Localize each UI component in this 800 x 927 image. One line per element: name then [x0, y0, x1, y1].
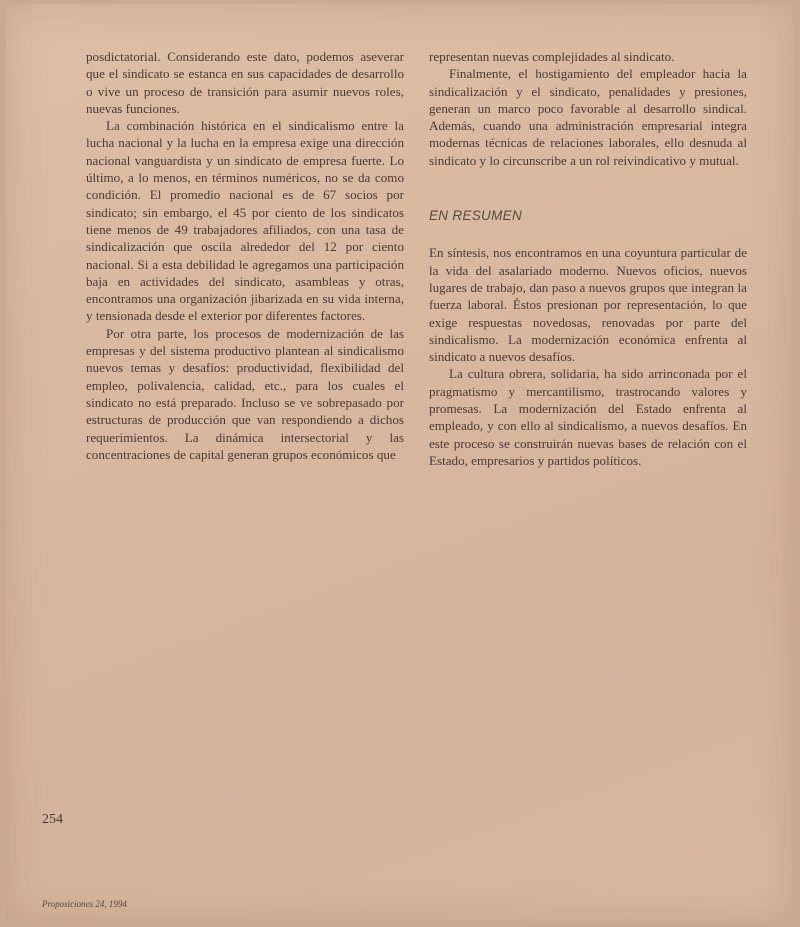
page-number: 254: [42, 812, 63, 827]
left-column: [86, 48, 404, 463]
right-paragraph-4: La cultura obrera, solidaria, ha sido arrinconada por el pragmatismo y mercantilismo, trastrocando valores y promesas. La modernización del Estado enfrenta al empleado, y con ello al sindicalismo, a nuevos desafíos. En este proceso se construirán nuevas bases de relación con el Estado, empresarios y partidos políticos.: [429, 366, 747, 468]
section-heading: EN RESUMEN: [429, 208, 523, 224]
left-paragraph-1: posdictatorial. Considerando este dato, podemos aseverar que el sindicato se estanca en sus capacidades de desarrollo o vive un proceso de transición para asumir nuevos roles, nuevas funciones.: [86, 49, 404, 116]
right-paragraph-2: Finalmente, el hostigamiento del empleador hacia la sindicalización y el sindicato, penalidades y presiones, generan un marco poco favorable al desarrollo sindical. Además, cuando una administración empresarial integra modernas técnicas de relaciones laborales, ello desnuda al sindicato y lo circunscribe a un rol reivindicativo y mutual.: [429, 66, 747, 168]
footer-citation: Proposiciones 24, 1994: [42, 899, 127, 909]
left-paragraph-2: La combinación histórica en el sindicalismo entre la lucha nacional y la lucha en la empresa exige una dirección nacional vanguardista y un sindicato de empresa fuerte. Lo último, a lo menos, en términos numéricos, no se da como condición. El promedio nacional es de 67 socios por sindicato; sin embargo, el 45 por ciento de los sindicatos tiene menos de 49 trabajadores afiliados, con una tasa de sindicalización que oscila alrededor del 12 por ciento nacional. Si a esta debilidad le agregamos una participación baja en actividades del sindicato, asambleas y otras, encontramos una organización jibarizada en su vida interna, y tensionada desde el exterior por diferentes factores.: [86, 118, 404, 324]
right-paragraph-1: representan nuevas complejidades al sindicato.: [429, 49, 675, 64]
right-paragraph-3: En síntesis, nos encontramos en una coyuntura particular de la vida del asalariado moderno. Nuevos oficios, nuevos lugares de trabajo, dan paso a nuevos grupos que integran la fuerza laboral. Éstos presionan por representación, lo que exige respuestas novedosas, renovadas por parte del sindicalismo. La modernización económica enfrenta al sindicato a nuevos desafíos.: [429, 245, 747, 365]
right-column: [429, 48, 747, 469]
left-paragraph-3: Por otra parte, los procesos de modernización de las empresas y del sistema productivo plantean al sindicalismo nuevos temas y desafíos: productividad, flexibilidad del empleo, polivalencia, calidad, etc., para los cuales el sindicato no está preparado. Incluso se ve sobrepasado por estructuras de producción que van respondiendo a dichos requerimientos. La dinámica intersectorial y las concentraciones de capital generan grupos económicos que: [86, 325, 404, 462]
book-page: [6, 4, 793, 921]
